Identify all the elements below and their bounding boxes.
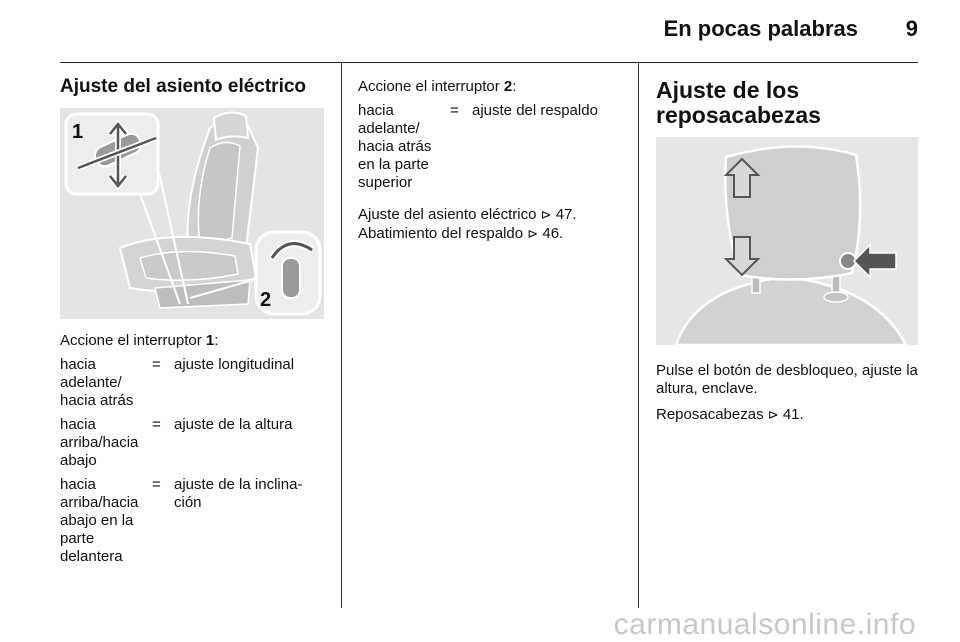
column-divider bbox=[638, 62, 639, 608]
section-heading: Ajuste de los reposacabezas bbox=[656, 77, 821, 128]
column-1-text bbox=[60, 332, 325, 566]
figure-label-2: 2 bbox=[260, 289, 272, 311]
definition-row: hacia arriba/hacia abajo en la parte delantera = ajuste de la inclina-ción bbox=[60, 476, 303, 565]
cross-reference: Reposacabezas ⊳ 41. bbox=[656, 406, 804, 423]
page-header bbox=[60, 0, 918, 63]
cross-reference: Ajuste del asiento eléctrico ⊳ 47. Abatimiento del respaldo ⊳ 46. bbox=[358, 206, 577, 242]
page-ref-icon: ⊳ bbox=[540, 208, 552, 223]
watermark: carmanualsonline.info bbox=[613, 608, 916, 641]
column-divider bbox=[341, 62, 342, 608]
page-ref-icon: ⊳ bbox=[767, 408, 779, 423]
headrest-instructions: Pulse el botón de desbloqueo, ajuste la altura, enclave. bbox=[656, 362, 918, 397]
definition-row: hacia arriba/hacia abajo = ajuste de la altura bbox=[60, 416, 293, 469]
definition-row: hacia adelante/ hacia atrás = ajuste longitudinal bbox=[60, 356, 295, 409]
column-3-text bbox=[656, 362, 921, 425]
intro-switch-2: Accione el interruptor 2: bbox=[358, 78, 517, 95]
seat-adjustment-figure bbox=[60, 108, 324, 319]
header-title: En pocas palabras bbox=[663, 16, 858, 41]
headrest-figure bbox=[656, 137, 918, 345]
page-number: 9 bbox=[905, 16, 918, 41]
column-1 bbox=[60, 78, 325, 96]
page-ref-icon: ⊳ bbox=[527, 227, 539, 242]
section-heading: Ajuste del asiento eléctrico bbox=[60, 76, 307, 97]
column-2 bbox=[358, 78, 623, 244]
figure-label-1: 1 bbox=[72, 121, 84, 143]
intro-switch-1: Accione el interruptor 1: bbox=[60, 332, 219, 349]
column-3 bbox=[656, 78, 921, 128]
definition-row: hacia adelante/ hacia atrás en la parte superior = ajuste del respaldo bbox=[358, 102, 598, 191]
